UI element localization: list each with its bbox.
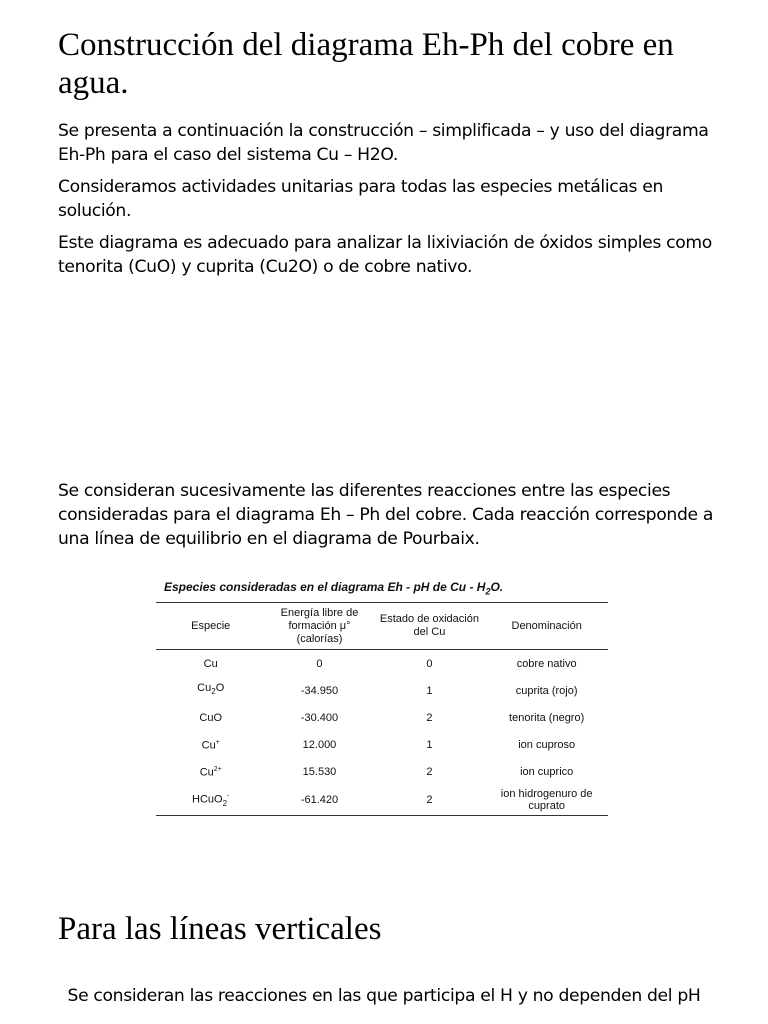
cell-species xyxy=(156,650,265,678)
species-formula: HCuO xyxy=(192,793,223,806)
header-species: Especie xyxy=(191,619,231,632)
cell-energy: 12.000 xyxy=(302,738,337,751)
table-row xyxy=(156,758,608,785)
species-formula-end: O xyxy=(215,682,225,695)
header-oxidation: Estado de oxidación del Cu xyxy=(379,613,479,638)
cell-oxidation: 2 xyxy=(426,794,433,806)
species-formula: Cu xyxy=(199,766,214,779)
cell-oxidation: 1 xyxy=(426,738,433,751)
header-name: Denominación xyxy=(511,619,582,632)
cell-oxidation: 2 xyxy=(426,711,433,724)
table-row xyxy=(156,731,608,758)
cell-name: ion cuprico xyxy=(520,765,574,778)
cell-energy: 15.530 xyxy=(302,765,337,778)
species-superscript: + xyxy=(215,739,220,747)
header-energy: Energía libre de formación μ° (calorías) xyxy=(280,606,359,645)
table-row xyxy=(156,677,608,704)
species-superscript: - xyxy=(227,792,230,800)
table-caption-end: O. xyxy=(490,580,504,594)
cell-energy: 0 xyxy=(316,657,323,670)
cell-name: ion hidrogenuro de cuprato xyxy=(500,788,593,812)
cell-species xyxy=(156,677,265,704)
species-formula: Cu xyxy=(201,739,216,752)
cell-energy: -34.950 xyxy=(300,684,339,697)
cell-name: cobre nativo xyxy=(516,657,577,670)
table-row xyxy=(156,650,608,678)
cell-name: cuprita (rojo) xyxy=(515,684,578,697)
species-formula: Cu xyxy=(203,657,218,670)
cell-oxidation: 0 xyxy=(426,657,433,670)
intro-paragraph: Se presenta a continuación la construcción – simplificada – y uso del diagrama Eh-Ph para el caso del sistema Cu – H2O. xyxy=(58,121,709,165)
vertical-lines-paragraph: Se consideran las reacciones en las que participa el H y no dependen del pH xyxy=(67,986,701,1006)
activities-paragraph: Consideramos actividades unitarias para todas las especies metálicas en solución. xyxy=(58,177,664,221)
cell-energy: -30.400 xyxy=(300,711,339,724)
table-caption-subscript: 2 xyxy=(485,586,491,597)
species-superscript: 2+ xyxy=(213,766,222,774)
table-row xyxy=(156,785,608,816)
species-table-figure xyxy=(156,576,608,816)
reactions-paragraph: Se consideran sucesivamente las diferentes reacciones entre las especies consideradas para el diagrama Eh – Ph del cobre. Cada reacción corresponde a una línea de equilibrio en el diagrama de Pourbaix. xyxy=(58,481,714,549)
cell-energy: -61.420 xyxy=(300,794,339,806)
cell-species xyxy=(156,704,265,731)
cell-name: tenorita (negro) xyxy=(509,711,585,724)
species-subscript: 2 xyxy=(222,798,228,808)
cell-oxidation: 1 xyxy=(426,684,433,697)
species-table xyxy=(156,602,608,816)
cell-species xyxy=(156,731,265,758)
species-formula: Cu xyxy=(197,682,212,695)
table-header-row xyxy=(156,603,608,650)
table-body xyxy=(156,650,608,816)
cell-oxidation: 2 xyxy=(426,765,433,778)
table-caption-main: Especies consideradas en el diagrama Eh - pH de Cu - H xyxy=(164,580,486,594)
species-subscript: 2 xyxy=(211,687,216,697)
cell-species xyxy=(156,758,265,785)
cell-name: ion cuproso xyxy=(518,738,576,751)
section-title: Para las líneas verticales xyxy=(58,911,382,947)
cell-species xyxy=(156,785,265,816)
diagram-use-paragraph: Este diagrama es adecuado para analizar la lixiviación de óxidos simples como tenorita (CuO) y cuprita (Cu2O) o de cobre nativo. xyxy=(58,233,712,277)
slide-title: Construcción del diagrama Eh-Ph del cobre en agua. xyxy=(58,27,674,101)
table-row xyxy=(156,704,608,731)
species-formula: CuO xyxy=(199,711,223,724)
table-caption xyxy=(156,576,608,602)
